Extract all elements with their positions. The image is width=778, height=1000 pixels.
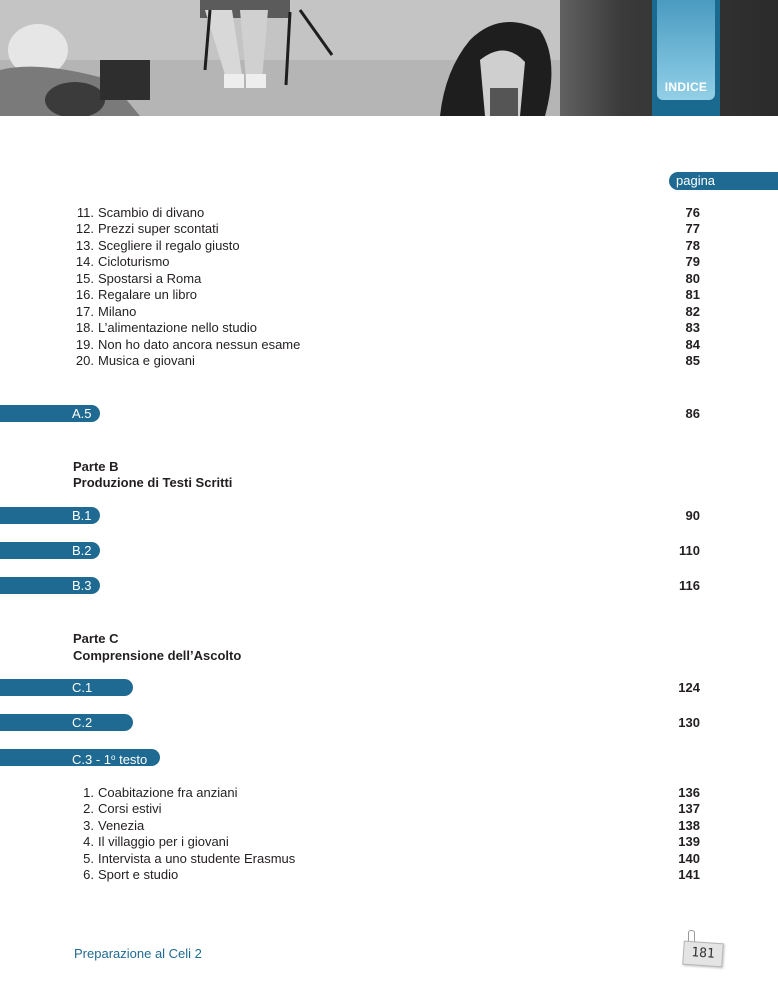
section-b1-pill[interactable]: B.1 [0,507,100,524]
section-b2-page: 110 [679,543,700,558]
section-c2-page: 130 [678,715,700,730]
part-b-title: Produzione di Testi Scritti [73,475,233,490]
page-number-tag: 181 [682,941,724,968]
section-a5-page: 86 [685,406,700,421]
part-b-label: Parte B [73,459,119,474]
section-c3-pill[interactable] [0,749,160,766]
index-tab-label: INDICE [664,80,708,94]
section-b1-page: 90 [685,508,700,523]
section-c1-pill[interactable]: C.1 [0,679,133,696]
section-a5-pill[interactable]: A.5 [0,405,100,422]
part-c-title: Comprensione dell’Ascolto [73,648,242,663]
section-c3-superscript: o [111,753,116,762]
section-b3-page: 116 [679,578,700,593]
section-b3-pill[interactable]: B.3 [0,577,100,594]
section-b2-pill[interactable]: B.2 [0,542,100,559]
section-c3-label: C.3 - 1 [72,752,112,767]
book-title-footer: Preparazione al Celi 2 [74,946,202,961]
section-c2-pill[interactable]: C.2 [0,714,133,731]
section-c1-page: 124 [678,680,700,695]
part-c-label: Parte C [73,631,119,646]
pagina-label: pagina [669,172,778,190]
section-c3-label-suffix: testo [115,752,148,767]
